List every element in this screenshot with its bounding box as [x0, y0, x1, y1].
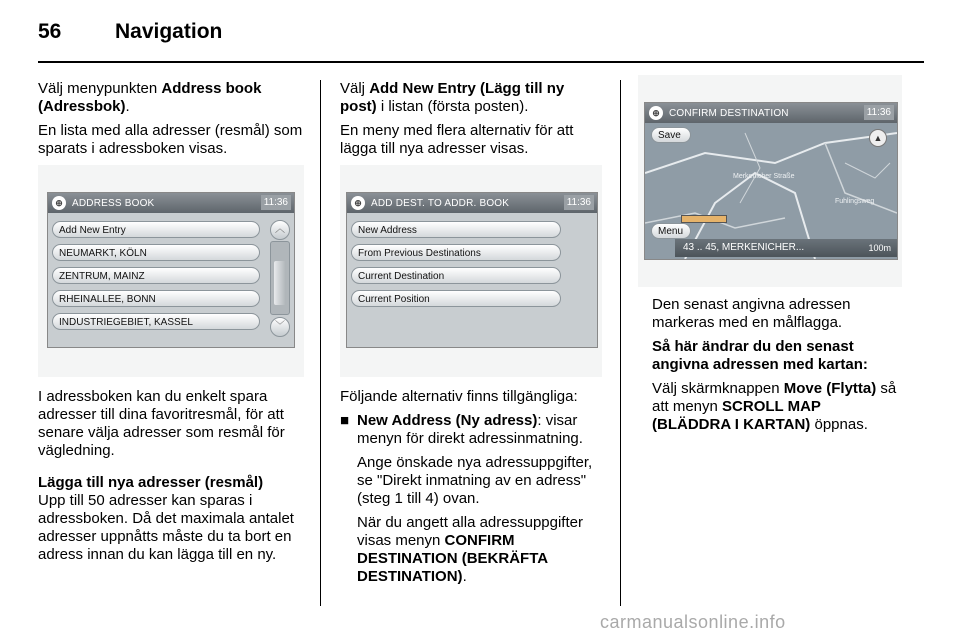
column-3-lower	[652, 296, 902, 440]
screen-title: ADDRESS BOOK	[72, 198, 155, 209]
footer-watermark: carmanualsonline.info	[600, 612, 786, 632]
screenshot-confirm-destination	[638, 75, 902, 287]
bullet-para-3: När du angett alla adressuppgifter visas menyn CONFIRM DESTINATION (BEKRÄFTA DESTINATION).	[357, 514, 583, 585]
list-item[interactable]: Add New Entry	[52, 221, 260, 238]
scroll-thumb[interactable]	[274, 261, 286, 305]
screen-titlebar	[347, 193, 597, 213]
list-item[interactable]: Current Destination	[351, 267, 561, 284]
col1-heading: Lägga till nya adresser (resmål)	[38, 474, 264, 491]
list-item[interactable]: ZENTRUM, MAINZ	[52, 267, 260, 284]
confirm-destination-screen	[644, 102, 898, 260]
logo-icon: ⊕	[649, 106, 663, 120]
screen-clock: 11:36	[261, 195, 291, 210]
address-bar	[675, 239, 897, 257]
list-item[interactable]: From Previous Destinations	[351, 244, 561, 261]
col3-para-1: Den senast angivna adressen markeras med en målflagga.	[652, 296, 851, 331]
street-label: Fuhlingsweg	[835, 198, 875, 205]
compass-icon[interactable]: ▲	[869, 129, 887, 147]
list-item[interactable]: New Address	[351, 221, 561, 238]
address-book-screen	[47, 192, 295, 348]
map-scale: 100m	[868, 243, 891, 253]
col1-para-4: Upp till 50 adresser kan sparas i adressboken. Då det maximala antalet adresser uppnåtts måste du ta bort en adress innan du kan lägga till en ny.	[38, 492, 294, 563]
list-item[interactable]: Current Position	[351, 290, 561, 307]
column-2	[340, 80, 602, 164]
logo-icon: ⊕	[52, 196, 66, 210]
destination-address: 43 .. 45, MERKENICHER...	[683, 242, 805, 253]
col2-para-3: Följande alternativ finns tillgängliga:	[340, 388, 578, 405]
column-divider-2	[620, 80, 621, 606]
list-item[interactable]: INDUSTRIEGEBIET, KASSEL	[52, 313, 260, 330]
scroll-down-icon[interactable]: ﹀	[270, 317, 290, 337]
column-1	[38, 80, 306, 164]
header-rule	[38, 61, 924, 63]
save-button[interactable]: Save	[651, 127, 691, 143]
bullet-item: ■ New Address (Ny adress): visar menyn för direkt adressinmatning.	[340, 412, 583, 447]
column-divider-1	[320, 80, 321, 606]
screen-clock: 11:36	[864, 105, 894, 120]
scroll-up-icon[interactable]: ︿	[270, 220, 290, 240]
column-2-lower	[340, 388, 602, 592]
menu-button[interactable]: Menu	[651, 223, 691, 239]
screenshot-address-book	[38, 165, 304, 377]
col1-para-3: I adressboken kan du enkelt spara adresser till dina favoritresmål, för att senare välja adresser som resmål för vägledning.	[38, 388, 285, 459]
destination-flag-icon	[681, 215, 727, 223]
list-item[interactable]: RHEINALLEE, BONN	[52, 290, 260, 307]
screen-clock: 11:36	[564, 195, 594, 210]
col2-para-2: En meny med flera alternativ för att lägga till nya adresser visas.	[340, 122, 574, 157]
page-number: 56	[38, 20, 62, 43]
logo-icon: ⊕	[351, 196, 365, 210]
bullet-para-2: Ange önskade nya adressuppgifter, se "Direkt inmatning av en adress" (steg 1 till 4) ovan.	[357, 454, 593, 507]
bullet-icon: ■	[340, 412, 350, 429]
column-1-lower	[38, 388, 306, 570]
add-dest-screen	[346, 192, 598, 348]
col2-para-1: Välj Add New Entry (Lägg till ny post) i listan (första posten).	[340, 80, 565, 115]
street-label: Merkenicher Straße	[733, 173, 795, 180]
screen-title: ADD DEST. TO ADDR. BOOK	[371, 198, 510, 209]
section-title: Navigation	[115, 20, 223, 43]
col3-heading: Så här ändrar du den senast angivna adressen med kartan:	[652, 338, 868, 373]
screen-titlebar	[645, 103, 897, 123]
col1-para-1: Välj menypunkten Address book (Adressbok).	[38, 80, 262, 115]
col1-para-2: En lista med alla adresser (resmål) som sparats i adressboken visas.	[38, 122, 303, 157]
col3-para-2: Välj skärmknappen Move (Flytta) så att menyn SCROLL MAP (BLÄDDRA I KARTAN) öppnas.	[652, 380, 897, 433]
screenshot-add-dest	[340, 165, 602, 377]
screen-title: CONFIRM DESTINATION	[669, 108, 789, 119]
list-item[interactable]: NEUMARKT, KÖLN	[52, 244, 260, 261]
screen-titlebar	[48, 193, 294, 213]
